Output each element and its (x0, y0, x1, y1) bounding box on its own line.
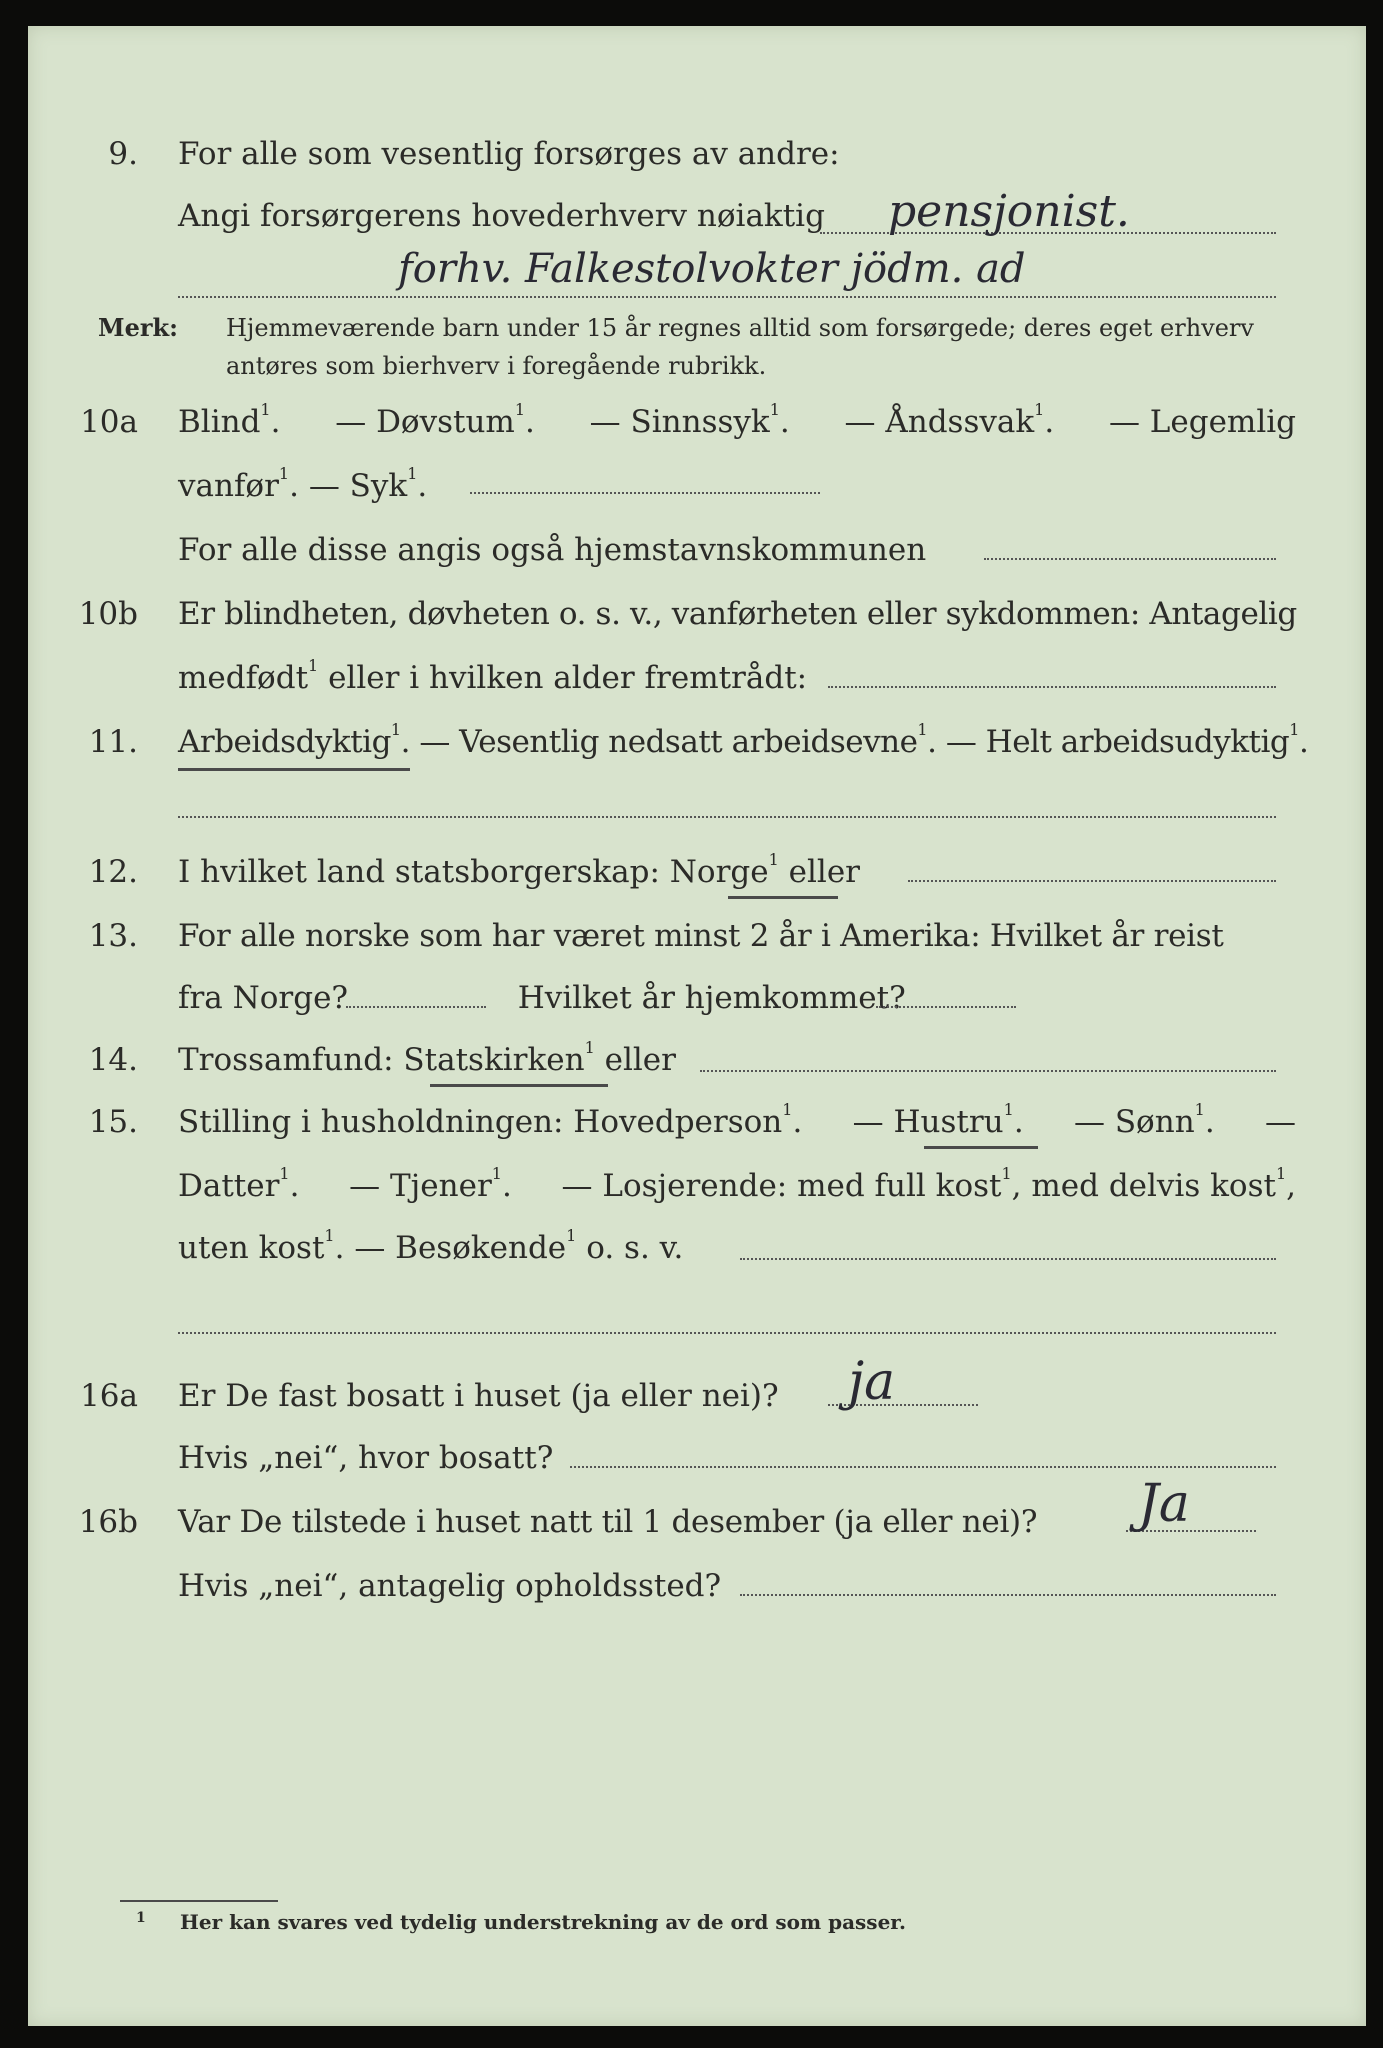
merk-text2: antøres som bierhverv i foregående rubrikk. (226, 352, 767, 380)
q13-reist-line (346, 1006, 486, 1008)
q9-answer-line2 (178, 296, 1276, 298)
q14-underline-mark (430, 1084, 608, 1087)
q9-handwritten-detail: forhv. Falkestolvokter jödm. ad (398, 246, 1026, 292)
q13-hjemkommet: Hvilket år hjemkommet? (517, 980, 906, 1016)
q16a-bosatt-line (570, 1466, 1276, 1468)
q10a-hjemstavn-line (984, 558, 1276, 560)
q12-answer-line (908, 880, 1276, 882)
q10a-sinnssyk: — Sinnssyk (589, 404, 770, 440)
footnote-mark: 1 (136, 1910, 146, 1926)
q10a-dovstum: — Døvstum (335, 404, 515, 440)
q10b-medfodt: medfødt (178, 660, 309, 696)
merk-text1: Hjemmeværende barn under 15 år regnes alltid som forsørgede; deres eget erhverv (226, 314, 1254, 342)
q16b-text2: Hvis „nei“, antagelig opholdssted? (178, 1568, 722, 1604)
q13-hjemkommet-line (876, 1006, 1016, 1008)
q16a-text1: Er De fast bosatt i huset (ja eller nei)? (178, 1378, 779, 1414)
q15-hustru: — Hustru (852, 1104, 1004, 1140)
q10a-syk-line (470, 492, 820, 494)
q16a-number: 16a (80, 1378, 138, 1414)
q15-osv: o. s. v. (586, 1230, 684, 1266)
q16b-opholdssted-line (740, 1594, 1276, 1596)
q10b-number: 10b (78, 596, 138, 632)
footnote-text: Her kan svares ved tydelig understrekning av de ord som passer. (180, 1910, 906, 1934)
q9-text1: For alle som vesentlig forsørges av andre: (178, 136, 840, 172)
q11-udyktig: — Helt arbeidsudyktig (945, 724, 1290, 760)
q15-answer-line2 (178, 1332, 1276, 1334)
q10a-syk: — Syk (308, 468, 408, 504)
q11-number: 11. (88, 724, 138, 760)
q15-besokende: — Besøkende (354, 1230, 567, 1266)
q10a-hjemstavn: For alle disse angis også hjemstavnskommunen (178, 532, 927, 568)
q15-underline-mark (924, 1146, 1038, 1149)
q11-answer-line (178, 816, 1276, 818)
q10b-alder: eller i hvilken alder fremtrådt: (328, 660, 808, 696)
q15-datter: Datter (178, 1168, 280, 1204)
q16b-number: 16b (78, 1504, 138, 1540)
merk-label: Merk: (98, 313, 178, 342)
q10b-answer-line (828, 686, 1276, 688)
q10a-vanfor: vanfør (178, 468, 279, 504)
q11-underline-mark (178, 768, 410, 771)
q12-underline-mark (728, 896, 838, 899)
q13-number: 13. (88, 918, 138, 954)
q9-text2: Angi forsørgerens hovederhverv nøiaktig (178, 198, 825, 234)
q14-answer-line (700, 1070, 1276, 1072)
q15-answer-line (740, 1258, 1276, 1260)
q15-number: 15. (88, 1104, 138, 1140)
q13-reist: fra Norge? (178, 980, 349, 1016)
q10a-blind: Blind (178, 404, 261, 440)
q16a-handwritten-answer: ja (848, 1352, 896, 1412)
q15-hovedperson: Stilling i husholdningen: Hovedperson (178, 1104, 783, 1140)
q12-eller: eller (788, 854, 860, 890)
q12-number: 12. (88, 854, 138, 890)
q9-number: 9. (108, 136, 138, 172)
q16a-text2: Hvis „nei“, hvor bosatt? (178, 1440, 554, 1476)
q14-number: 14. (88, 1042, 138, 1078)
q15-losjerende: — Losjerende: med full kost (561, 1168, 1002, 1204)
form-page: 9. For alle som vesentlig forsørges av andre: Angi forsørgerens hovederhverv nøiaktig pensjonist. forhv. Falkestolvokter jödm. ad Merk: Hjemmeværende barn under 15 år regnes alltid som forsørgede; deres eget erhverv antøres som bierhverv i foregående rubrikk. 10a Blind$^1$. — Døvstum$^1$. — Sinnssyk$^1$. — Åndssvak$^1$. — Legemlig vanfør$^1$. — Syk$^1$. For alle disse angis også hjemstavnskommunen 10b Er blindheten, døvheten o. s. v., vanførheten eller sykdommen: Antagelig medfødt$^1$ eller i hvilken alder fremtrådt: 11. Arbeidsdyktig$^1$. — Vesentlig nedsatt arbeidsevne$^1$. — Helt arbeidsudyktig$^1$. 12. I hvilket land statsborgerskap: Norge$^1$ eller 13. For alle norske som har været minst 2 år i Amerika: Hvilket år reist fra Norge? Hvilket år hjemkommet? 14. Trossamfund: Statskirken$^1$ eller 15. Stilling i husholdningen: Hovedperson$^1$. — Hustru$^1$. — Sønn$^1$. — Datter$^1$. — Tjener$^1$. — Losjerende: med full kost$^1$, med delvis kost$^1$, uten kost$^1$. — Besøkende$^1$ o. s. v. 16a Er De fast bosatt i huset (ja eller nei)? ja Hvis „nei“, hvor bosatt? 16b Var De tilstede i huset natt til 1 desember (ja eller nei)? Ja Hvis „nei“, antagelig opholdssted? 1 Her kan svares ved tydelig understrekning av de ord som passer. (28, 26, 1366, 2026)
q16b-handwritten-answer: Ja (1138, 1474, 1190, 1534)
q11-nedsatt: — Vesentlig nedsatt arbeidsevne (419, 724, 918, 760)
q14-statskirken: Statskirken (403, 1042, 585, 1078)
q12-norge: Norge (669, 854, 769, 890)
q16b-text1: Var De tilstede i huset natt til 1 desember (ja eller nei)? (178, 1504, 1038, 1540)
q9-handwritten-occupation: pensjonist. (888, 186, 1130, 237)
q11-arbeidsdyktig: Arbeidsdyktig (178, 724, 391, 760)
q10a-legemlig: — Legemlig (1108, 404, 1296, 440)
q12-statsborgerskap: I hvilket land statsborgerskap: (178, 854, 660, 890)
q15-uten-kost: uten kost (178, 1230, 325, 1266)
q15-sonn: — Sønn (1073, 1104, 1195, 1140)
q14-eller: eller (604, 1042, 676, 1078)
q10a-number: 10a (80, 404, 138, 440)
q14-trossamfund: Trossamfund: (178, 1042, 394, 1078)
q13-text1: For alle norske som har været minst 2 år i Amerika: Hvilket år reist (178, 918, 1224, 954)
footnote-rule (120, 1900, 278, 1902)
q10b-text1: Er blindheten, døvheten o. s. v., vanførheten eller sykdommen: Antagelig (178, 596, 1297, 632)
q10a-andssvak: — Åndssvak (844, 404, 1035, 440)
q15-tjener: — Tjener (349, 1168, 492, 1204)
